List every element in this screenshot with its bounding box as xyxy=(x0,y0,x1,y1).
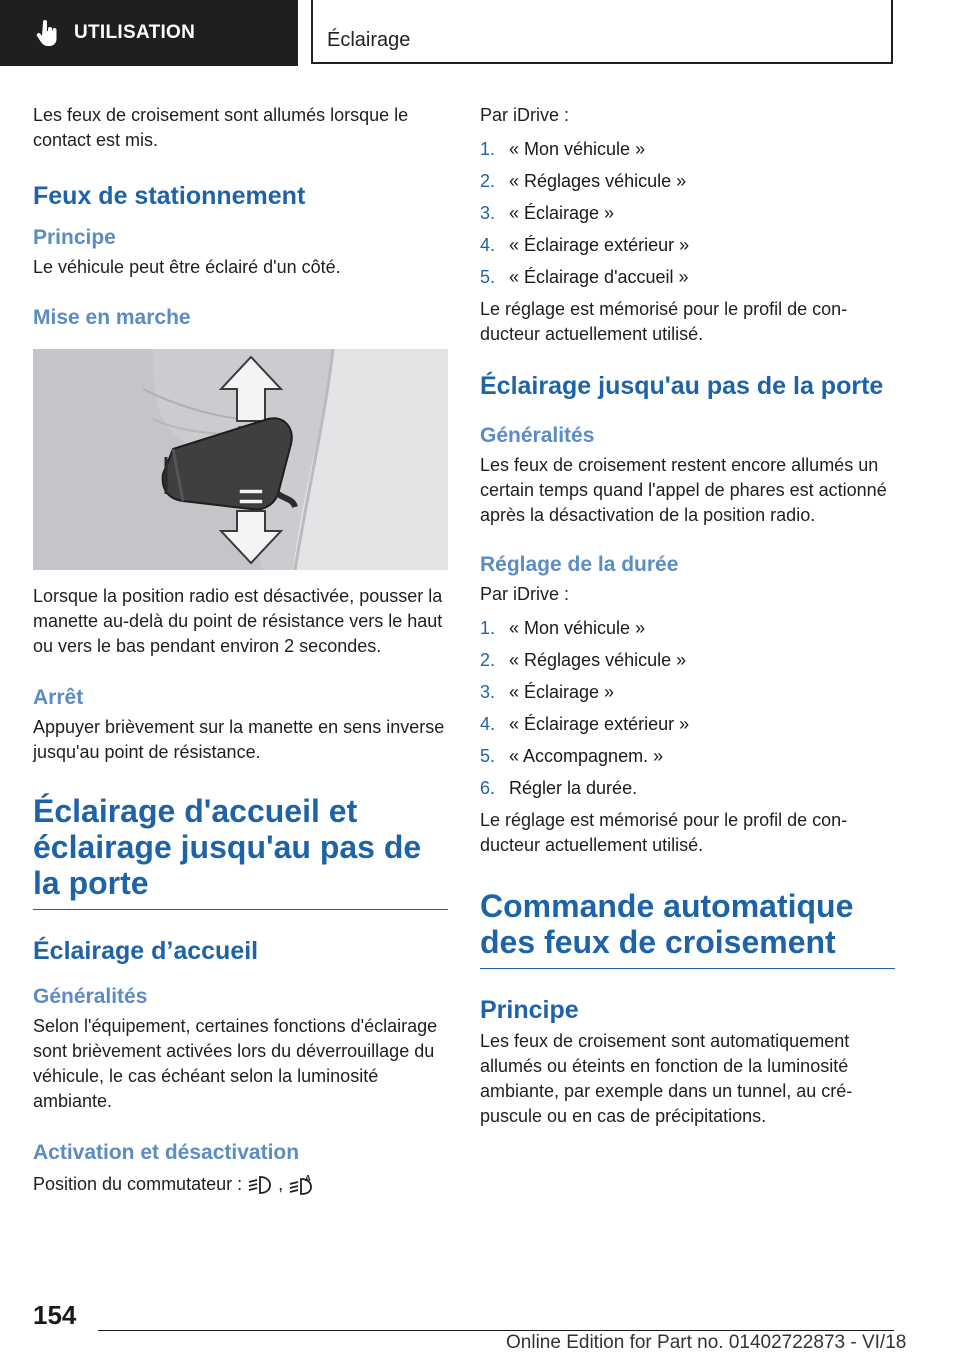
setting-saved-text: Le réglage est mémorisé pour le profil de conducteur actuellement utilisé. xyxy=(480,810,848,855)
list-item: 2. « Réglages véhicule » xyxy=(480,650,687,670)
setting-saved-text: Le réglage est mémorisé pour le profil de conducteur actuellement utilisé. xyxy=(480,299,848,344)
auto-low-beam-main-heading: Commande automatique des feux de croisement xyxy=(480,888,854,960)
general-text: Selon l'équipement, certaines fonctions d'éclairage sont brièvement activées lors du déverrouillage du véhicule, le cas échéant selon la luminosité ambiante. xyxy=(33,1016,438,1111)
stop-text: Appuyer brièvement sur la manette en sens inverse jusqu'au point de résistance. xyxy=(33,717,445,762)
chapter-box xyxy=(311,0,893,64)
idrive-label: Par iDrive : xyxy=(480,584,570,604)
activation-text: Lorsque la position radio est désactivée, pousser la manette au-delà du point de résistance vers le haut ou vers le bas pendant environ 2 secondes. xyxy=(33,586,443,656)
idrive-steps-duration xyxy=(480,612,895,804)
principle-heading: Principe xyxy=(33,226,116,249)
list-item: 2. « Réglages véhicule » xyxy=(480,171,687,191)
onoff-heading: Activation et désactivation xyxy=(33,1141,300,1164)
idrive-label: Par iDrive : xyxy=(480,105,570,125)
list-item: 1. « Mon véhicule » xyxy=(480,139,646,159)
list-item: 4. « Éclairage extérieur » xyxy=(480,235,690,255)
low-beam-icon xyxy=(247,1174,273,1196)
right-column xyxy=(480,103,895,1129)
list-item: 6. Régler la durée. xyxy=(480,778,638,798)
list-item: 5. « Accompagnem. » xyxy=(480,746,664,766)
switch-separator: , xyxy=(278,1174,284,1194)
hand-pointer-icon xyxy=(36,20,60,46)
welcome-light-heading: Éclairage d’accueil xyxy=(33,937,259,965)
footer-divider xyxy=(98,1330,894,1331)
general-heading: Généralités xyxy=(480,424,595,447)
edition-info: Online Edition for Part no. 01402722873 - VI/18 xyxy=(506,1332,907,1353)
chapter-title: Éclairage xyxy=(327,29,411,51)
stop-heading: Arrêt xyxy=(33,686,84,709)
list-item: 4. « Éclairage extérieur » xyxy=(480,714,690,734)
auto-headlight-icon xyxy=(288,1174,314,1196)
left-column xyxy=(33,103,448,1197)
activation-heading: Mise en marche xyxy=(33,306,191,329)
doorstep-heading: Éclairage jusqu'au pas de la porte xyxy=(480,372,884,400)
list-item: 1. « Mon véhicule » xyxy=(480,618,646,638)
section-tab xyxy=(0,0,298,66)
general-heading: Généralités xyxy=(33,985,148,1008)
list-item: 3. « Éclairage » xyxy=(480,203,615,223)
section-tab-label: UTILISATION xyxy=(74,22,196,43)
switch-position-line xyxy=(33,1172,448,1197)
principle-text: Le véhicule peut être éclairé d'un côté. xyxy=(33,257,341,277)
switch-position-text: Position du commutateur : xyxy=(33,1174,243,1194)
list-item: 3. « Éclairage » xyxy=(480,682,615,702)
page-number: 154 xyxy=(33,1300,77,1330)
intro-text: Les feux de croisement sont allumés lorsque le contact est mis. xyxy=(33,105,409,150)
parking-lights-heading: Feux de stationnement xyxy=(33,182,306,210)
duration-heading: Réglage de la durée xyxy=(480,553,679,576)
list-item: 5. « Éclairage d'accueil » xyxy=(480,267,689,287)
lever-illustration xyxy=(33,349,448,570)
principle-heading: Principe xyxy=(480,996,579,1024)
welcome-lights-main-heading: Éclairage d'accueil et éclairage jusqu'au pas de la porte xyxy=(33,793,422,901)
page-header xyxy=(0,0,960,66)
idrive-steps-welcome xyxy=(480,133,895,293)
turn-signal-lever-icon xyxy=(33,349,448,570)
general-text: Les feux de croisement restent encore allumés un certain temps quand l'appel de phares est actionné après la désactivation de la position radio. xyxy=(480,455,887,525)
principle-text: Les feux de croisement sont automatiquement allumés ou éteints en fonction de la luminosité ambiante, par exemple dans un tunnel, au crépuscule ou en cas de précipitations. xyxy=(480,1031,853,1126)
svg-text:A: A xyxy=(305,1174,311,1184)
